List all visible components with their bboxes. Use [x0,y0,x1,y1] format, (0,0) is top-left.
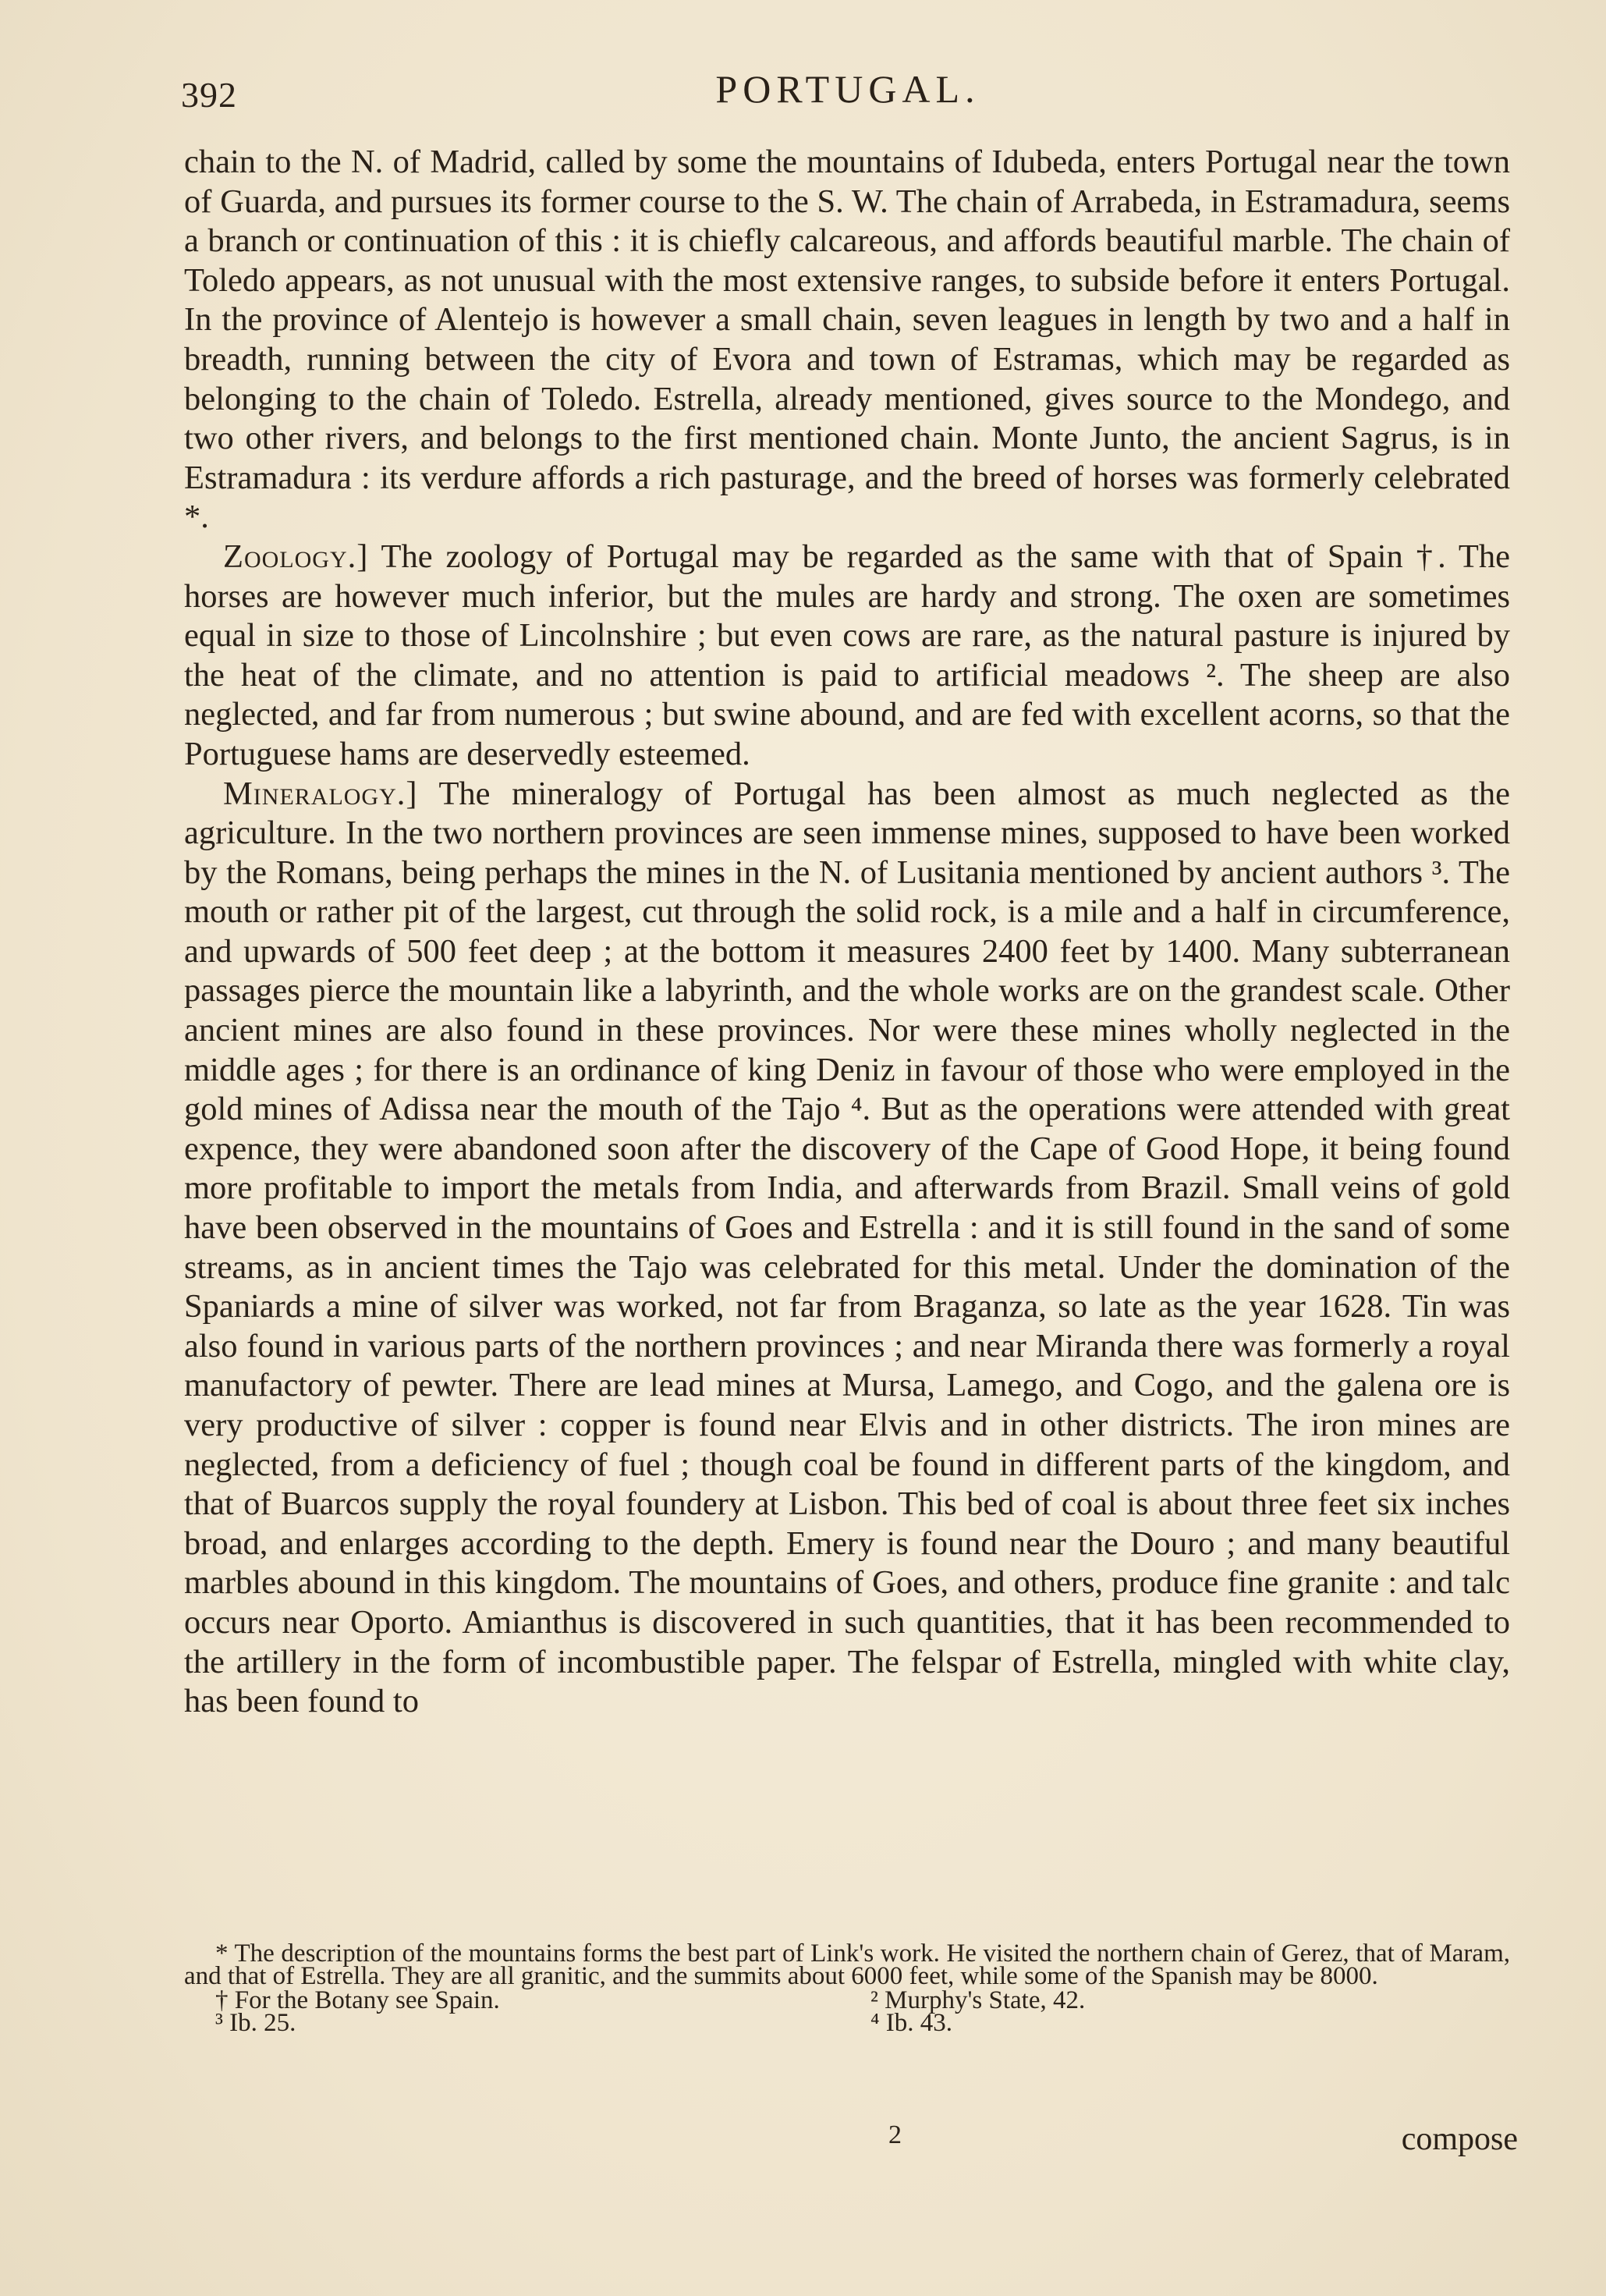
section-heading-mineralogy: Mineralogy.] [223,775,418,812]
footnote-2: ² Murphy's State, 42. [870,1986,1086,2014]
footnote-grid [184,1986,1510,2037]
page-footer [184,2120,1518,2167]
catchword: compose [1401,2121,1518,2157]
paragraph-text: chain to the N. of Madrid, called by some the mountains of Idubeda, enters Portugal near the town of Guarda, and pursues its former course to the S. W. The chain of Arrabeda, in Estramadura, seems a branch or continuation of this : it is chiefly calcareous, and affords beautiful marble. The chain of Toledo appears, as not unusual with the most extensive ranges, to subside before it enters Portugal. In the province of Alentejo is however a small chain, seven leagues in length by two and a half in breadth, running between the city of Evora and town of Estramas, which may be regarded as belonging to the chain of Toledo. Estrella, already mentioned, gives source to the Mondego, and two other rivers, and belongs to the first mentioned chain. Monte Junto, the ancient Sagrus, is in Estramadura : its verdure affords a rich pasturage, and the breed of horses was formerly celebrated *. [184,144,1510,536]
page-header [181,66,1515,113]
signature-mark: 2 [888,2120,902,2149]
paragraph-text: The zoology of Portugal may be regarded as the same with that of Spain †. The horses are however much inferior, but the mules are hardy and strong. The oxen are sometimes equal in size to those of Lincolnshire ; but even cows are rare, as the natural pasture is injured by the heat of the climate, and no attention is paid to artificial meadows ². The sheep are also neglected, and far from numerous ; but swine abound, and are fed with excellent acorns, so that the Portuguese hams are deservedly esteemed. [184,538,1510,772]
body-text [184,143,1510,1722]
footnote-dagger: † For the Botany see Spain. [215,1986,500,2014]
paragraph-mineralogy [184,775,1510,1722]
footnote-4: ⁴ Ib. 43. [870,2009,952,2037]
footnotes [184,1939,1510,2037]
paragraph-mountains [184,143,1510,538]
footnote-star: * The description of the mountains forms the best part of Link's work. He visited the northern chain of Gerez, that of Maram, and that of Estrella. They are all granitic, and the summits about 6000 feet, while some of the Spanish may be 8000. [184,1939,1510,1990]
running-title: PORTUGAL. [715,67,980,111]
section-heading-zoology: Zoology.] [223,538,369,575]
paragraph-zoology [184,538,1510,775]
paragraph-text: The mineralogy of Portugal has been almost as much neglected as the agriculture. In the two northern provinces are seen immense mines, supposed to have been worked by the Romans, being perhaps the mines in the N. of Lusitania mentioned by ancient authors ³. The mouth or rather pit of the largest, cut through the solid rock, is a mile and a half in circumference, and upwards of 500 feet deep ; at the bottom it measures 2400 feet by 1400. Many subterranean passages pierce the mountain like a labyrinth, and the whole works are on the grandest scale. Other ancient mines are also found in these provinces. Nor were these mines wholly neglected in the middle ages ; for there is an ordinance of king Deniz in favour of those who were employed in the gold mines of Adissa near the mouth of the Tajo ⁴. But as the operations were attended with great expence, they were abandoned soon after the discovery of the Cape of Good Hope, it being found more profitable to import the metals from India, and afterwards from Brazil. Small veins of gold have been observed in the mountains of Goes and Estrella : and it is still found in the sand of some streams, as in ancient times the Tajo was celebrated for this metal. Under the domination of the Spaniards a mine of silver was worked, not far from Braganza, so late as the year 1628. Tin was also found in various parts of the northern provinces ; and near Miranda there was formerly a royal manufactory of pewter. There are lead mines at Mursa, Lamego, and Cogo, and the galena ore is very productive of silver : copper is found near Elvis and in other districts. The iron mines are neglected, from a deficiency of fuel ; though coal be found in different parts of the kingdom, and that of Buarcos supply the royal foundery at Lisbon. This bed of coal is about three feet six inches broad, and enlarges according to the depth. Emery is found near the Douro ; and many beautiful marbles abound in this kingdom. The mountains of Goes, and others, produce fine granite : and talc occurs near Oporto. Amianthus is discovered in such quantities, that it has been recommended to the artillery in the form of incombustible paper. The felspar of Estrella, mingled with white clay, has been found to [184,775,1510,1720]
footnote-3: ³ Ib. 25. [215,2009,296,2037]
page-number: 392 [181,75,237,115]
